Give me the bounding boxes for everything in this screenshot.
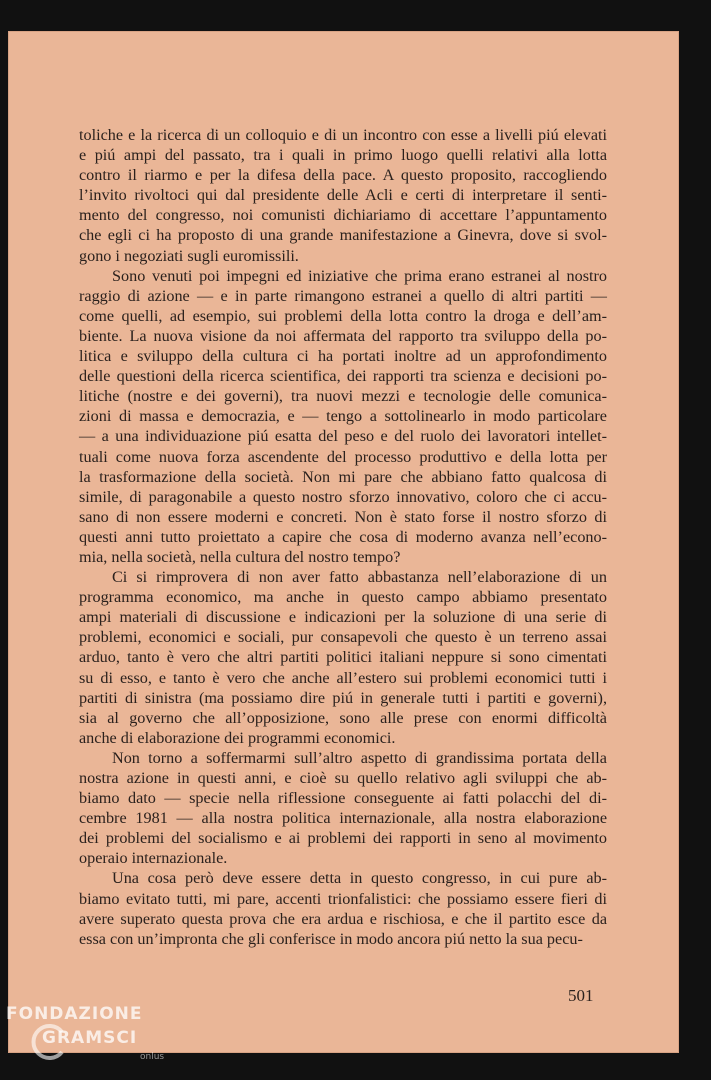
text-line: anche di elaborazione dei programmi economici. <box>79 728 396 747</box>
text-line: mento del congresso, noi comunisti dichiariamo di accettare l’appuntamento <box>79 206 607 225</box>
text-line: raggio di azione — e in parte rimangono estranei a quello di altri partiti — <box>79 286 607 305</box>
text-line: operaio internazionale. <box>79 849 228 868</box>
text-line: questi anni tutto proiettato a capire che cosa di moderno avanza nell’econo- <box>79 527 607 546</box>
page-number: 501 <box>568 986 594 1005</box>
text-line: toliche e la ricerca di un colloquio e di un incontro con esse a livelli piú elevati <box>79 126 607 144</box>
text-line: Una cosa però deve essere detta in questo congresso, in cui pure ab- <box>112 869 607 888</box>
text-line: programma economico, ma anche in questo campo abbiamo presentato <box>79 588 607 607</box>
text-line: tuali come nuova forza ascendente del processo produttivo e della lotta per <box>79 447 607 466</box>
body-text <box>79 125 607 949</box>
watermark-title: FONDAZIONE <box>6 1004 143 1024</box>
text-line: come quelli, ad esempio, sui problemi della lotta contro la droga e dell’am- <box>79 306 607 325</box>
text-line: ampi materiali di discussione e indicazioni per la soluzione di una serie di <box>79 608 607 627</box>
text-line: su di esso, e tanto è vero che anche all’estero sui problemi economici tutti i <box>79 668 607 687</box>
text-line: biamo dato — specie nella riflessione conseguente ai fatti polacchi del di- <box>79 789 607 808</box>
text-line: dei problemi del socialismo e ai problemi dei rapporti in seno al movimento <box>79 829 607 848</box>
text-line: l’invito rivoltoci qui dal presidente delle Acli e certi di interpretare il senti- <box>79 186 607 205</box>
text-line: simile, di paragonabile a questo nostro sforzo innovativo, coloro che ci accu- <box>79 487 607 506</box>
text-line: essa con un’impronta che gli conferisce in modo ancora piú netto la sua pecu- <box>79 929 583 948</box>
text-line: — a una individuazione piú esatta del peso e del ruolo dei lavoratori intellet- <box>79 427 607 446</box>
text-line: contro il riarmo e per la difesa della pace. A questo proposito, raccogliendo <box>79 166 607 185</box>
text-line: sano di non essere moderni e concreti. Non è stato forse il nostro sforzo di <box>79 507 607 526</box>
watermark-subtitle: GRAMSCI <box>42 1028 138 1048</box>
text-line: zioni di massa e democrazia, e — tengo a sottolinearlo in modo particolare <box>79 407 607 426</box>
text-line: problemi, economici e sociali, pur consapevoli che questo è un terreno assai <box>79 628 607 647</box>
text-line: litica e sviluppo della cultura ci ha portati inoltre ad un approfondimento <box>79 347 607 366</box>
text-line: nostra azione in questi anni, e cioè su quello relativo agli sviluppi che ab- <box>79 769 607 787</box>
text-line: biente. La nuova visione da noi affermata del rapporto tra sviluppo della po- <box>79 326 607 345</box>
text-line: e piú ampi del passato, tra i quali in primo luogo quelli relativi alla lotta <box>79 146 607 165</box>
text-line: litiche (nostre e dei governi), tra nuovi mezzi e tecnologie delle comunica- <box>79 387 607 406</box>
text-line: mia, nella società, nella cultura del nostro tempo? <box>79 547 401 566</box>
watermark <box>0 1000 190 1080</box>
text-line: Sono venuti poi impegni ed iniziative che prima erano estranei al nostro <box>112 266 607 285</box>
text-line: cembre 1981 — alla nostra politica internazionale, alla nostra elaborazione <box>79 809 607 828</box>
text-line: arduo, tanto è vero che altri partiti politici italiani neppure si sono cimentati <box>79 648 607 667</box>
book-page <box>8 31 679 1053</box>
text-line: avere superato questa prova che era ardua e rischiosa, e che il partito esce da <box>79 909 607 928</box>
text-line: delle questioni della ricerca scientifica, dei rapporti tra scienza e decisioni po- <box>79 367 607 386</box>
text-line: gono i negoziati sugli euromissili. <box>79 246 299 265</box>
text-line: che egli ci ha proposto di una grande manifestazione a Ginevra, dove si svol- <box>79 226 607 245</box>
text-line: partiti di sinistra (ma possiamo dire piú in generale tutti i partiti e governi), <box>79 688 607 707</box>
text-line: Non torno a soffermarmi sull’altro aspetto di grandissima portata della <box>112 748 607 767</box>
text-line: biamo evitato tutti, mi pare, accenti trionfalistici: che possiamo essere fieri di <box>79 889 607 908</box>
text-line: sia al governo che all’opposizione, sono alle prese con enormi difficoltà <box>79 708 607 727</box>
text-line: la trasformazione della società. Non mi pare che abbiano fatto qualcosa di <box>79 467 607 486</box>
watermark-onlus: onlus <box>140 1052 165 1062</box>
text-line: Ci si rimprovera di non aver fatto abbastanza nell’elaborazione di un <box>112 568 607 587</box>
